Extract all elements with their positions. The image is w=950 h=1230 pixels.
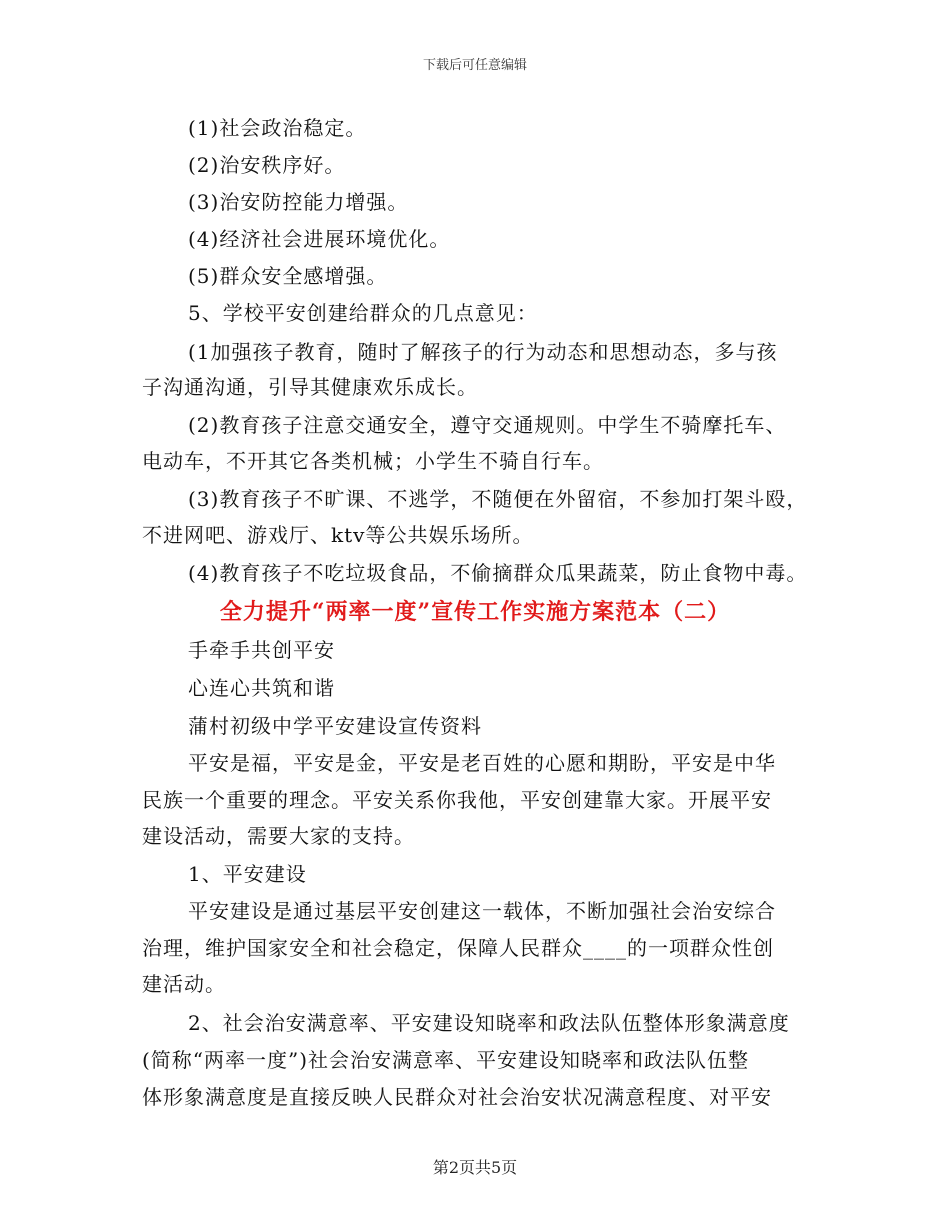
section-title: 全力提升“两率一度”宣传工作实施方案范本（二） [219,599,731,625]
list-item: (2)治安秩序好。 [188,153,346,177]
paragraph-heading: 5、学校平安创建给群众的几点意见： [188,301,538,325]
paragraph-line: (3)教育孩子不旷课、不逃学，不随便在外留宿，不参加打架斗殴， [188,487,808,511]
list-item: (4)经济社会进展环境优化。 [188,227,451,251]
list-item: (5)群众安全感增强。 [188,264,388,288]
page-header: 下载后可任意编辑 [422,58,527,73]
paragraph-line: (4)教育孩子不吃垃圾食品，不偷摘群众瓜果蔬菜，防止食物中毒。 [188,561,808,585]
list-item: (3)治安防控能力增强。 [188,190,409,214]
page-footer: 第2页共5页 [432,1158,518,1177]
slogan-line: 心连心共筑和谐 [188,676,335,700]
paragraph-line: 子沟通沟通，引导其健康欢乐成长。 [142,375,478,399]
subtitle-line: 蒲村初级中学平安建设宣传资料 [188,714,482,738]
list-item: (1)社会政治稳定。 [188,116,367,140]
paragraph-line: 治理，维护国家安全和社会稳定，保障人民群众____的一项群众性创 [142,936,774,960]
paragraph-line: 建活动。 [142,972,226,996]
slogan-line: 手牵手共创平安 [188,638,335,662]
paragraph-line: (简称“两率一度”)社会治安满意率、平安建设知晓率和政法队伍整 [142,1048,750,1072]
paragraph-line: 不进网吧、游戏厅、ktv等公共娱乐场所。 [142,523,534,547]
paragraph-line: 建设活动，需要大家的支持。 [142,824,415,848]
paragraph-line: 体形象满意度是直接反映人民群众对社会治安状况满意程度、对平安 [142,1085,772,1109]
paragraph-line: 平安是福，平安是金，平安是老百姓的心愿和期盼，平安是中华 [188,751,776,775]
paragraph-line: (2)教育孩子注意交通安全，遵守交通规则。中学生不骑摩托车、 [188,413,787,437]
paragraph-line: 电动车，不开其它各类机械；小学生不骑自行车。 [142,449,604,473]
paragraph-line: 平安建设是通过基层平安创建这一载体，不断加强社会治安综合 [188,899,776,923]
paragraph-line: (1加强孩子教育，随时了解孩子的行为动态和思想动态，多与孩 [188,340,778,364]
paragraph-heading: 2、社会治安满意率、平安建设知晓率和政法队伍整体形象满意度 [188,1011,790,1035]
paragraph-line: 民族一个重要的理念。平安关系你我他，平安创建靠大家。开展平安 [142,788,772,812]
paragraph-heading: 1、平安建设 [188,862,307,886]
